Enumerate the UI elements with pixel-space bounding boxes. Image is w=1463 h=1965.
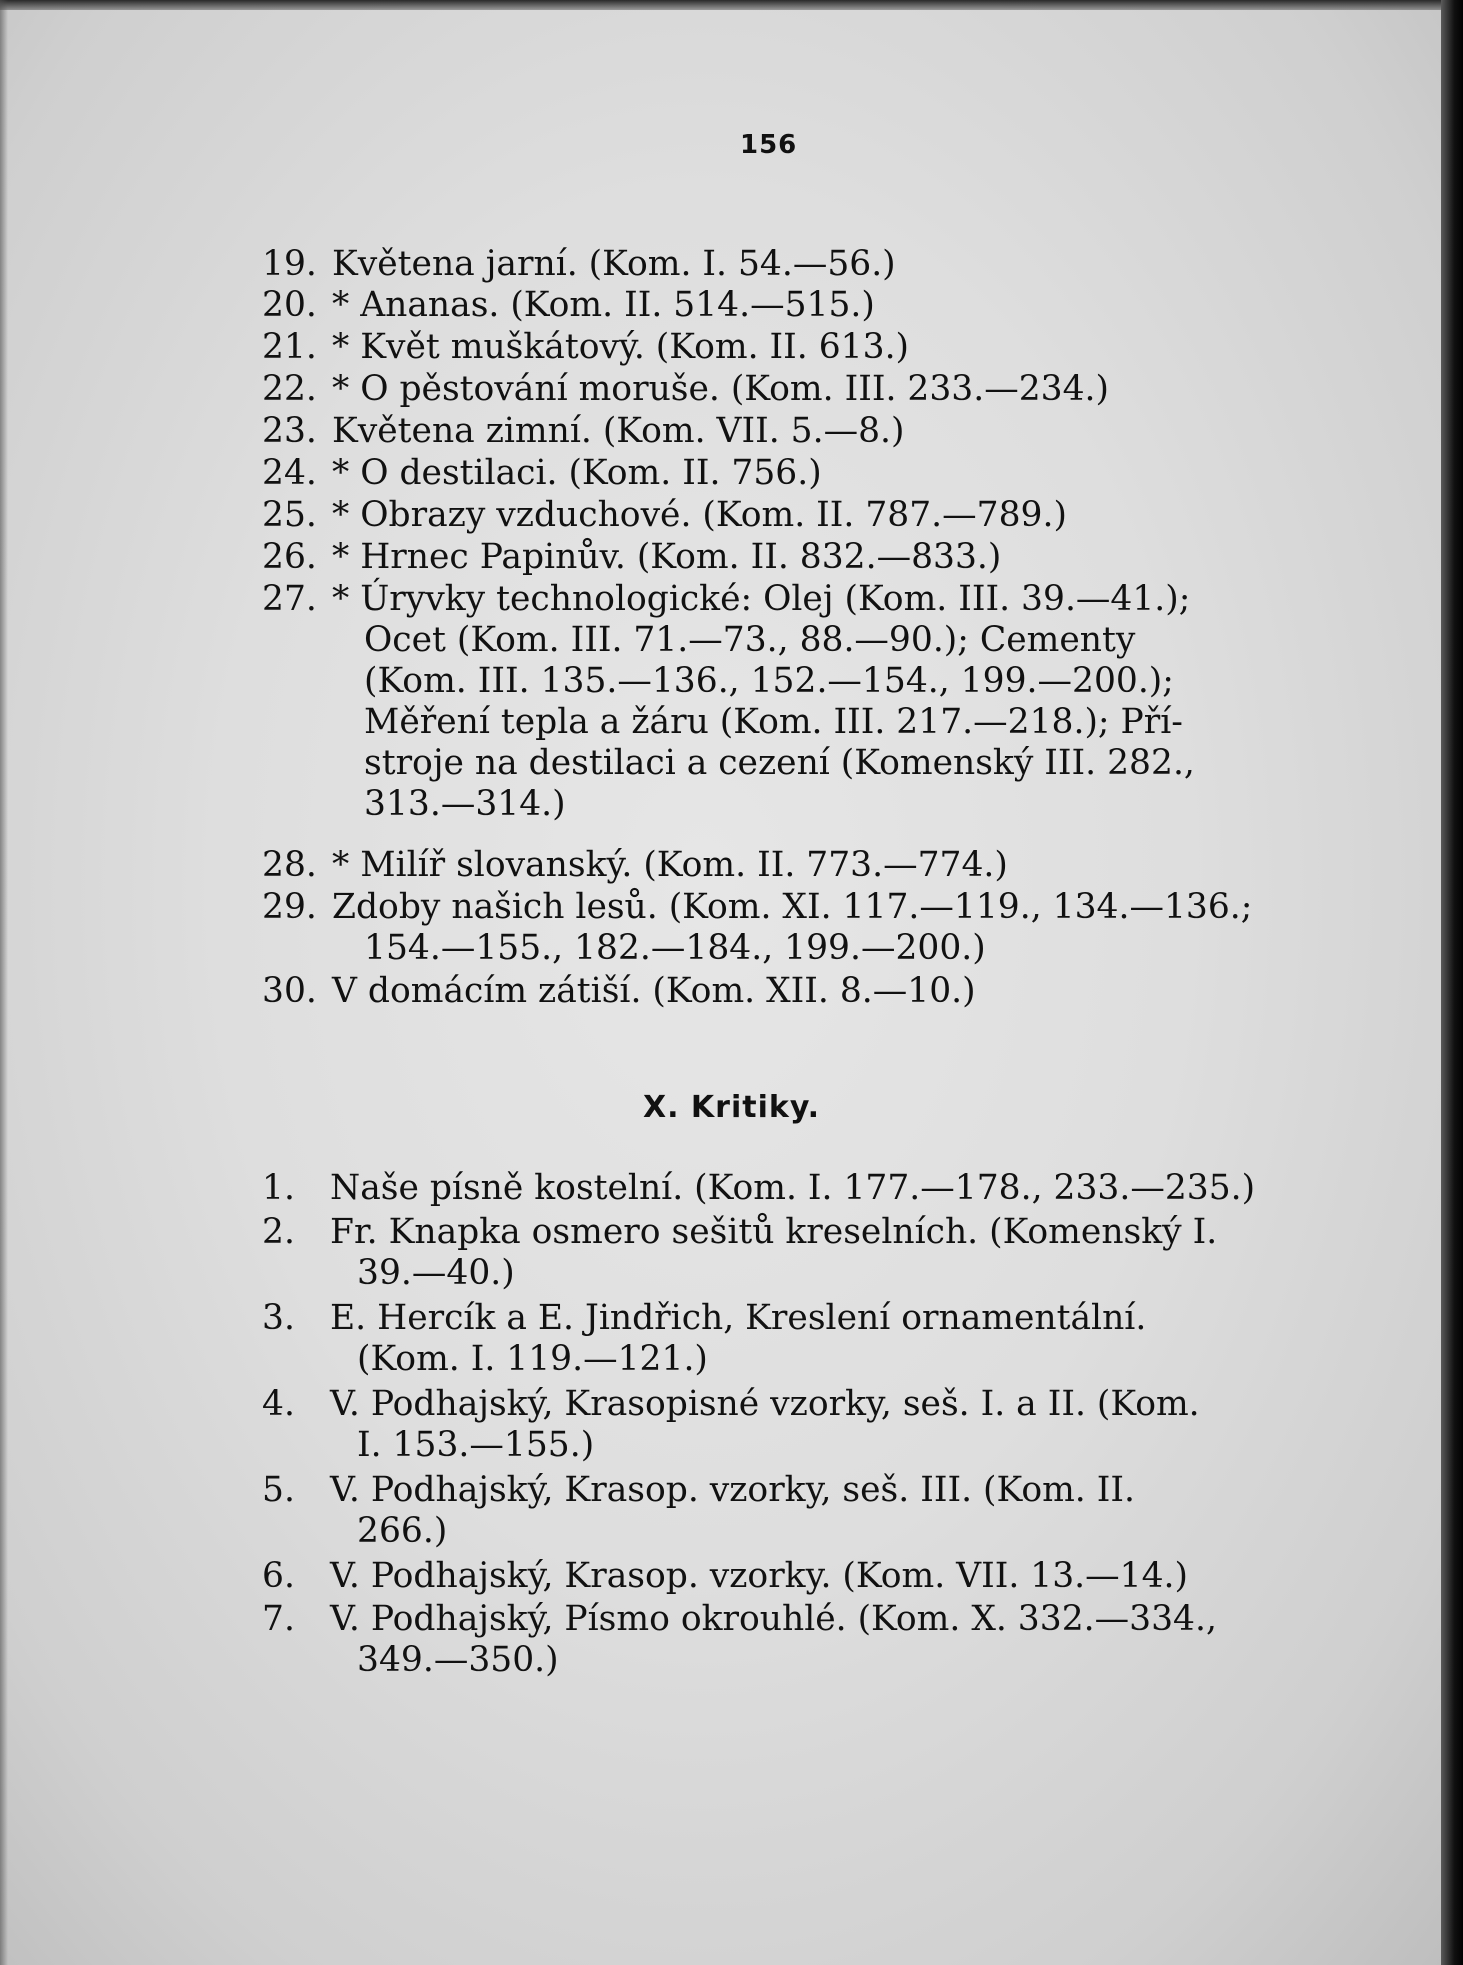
item-text-continuation: Ocet (Kom. III. 71.—73., 88.—90.); Cementy: [364, 620, 1136, 660]
item-number: 3.: [262, 1298, 295, 1338]
item-number: 24.: [262, 453, 317, 493]
section-heading: X. Kritiky.: [642, 1090, 821, 1125]
item-text-continuation: 39.—40.): [357, 1253, 515, 1293]
list-item: [262, 453, 1282, 494]
item-text: * Obrazy vzduchové. (Kom. II. 787.—789.): [332, 495, 1067, 535]
list-item: [262, 1212, 1282, 1294]
list-item: [262, 887, 1282, 969]
item-text-continuation: stroje na destilaci a cezení (Komenský III. 282.,: [364, 743, 1195, 783]
item-number: 1.: [262, 1168, 295, 1208]
item-text-continuation: I. 153.—155.): [357, 1425, 595, 1465]
item-text: E. Hercík a E. Jindřich, Kreslení ornamentální.: [330, 1298, 1147, 1338]
item-text: V. Podhajský, Krasopisné vzorky, seš. I. a II. (Kom.: [330, 1384, 1200, 1424]
item-text: * Květ muškátový. (Kom. II. 613.): [332, 327, 909, 367]
list-item: [262, 845, 1282, 886]
list-item: [262, 1599, 1282, 1681]
list-item: [262, 369, 1282, 410]
list-item: [262, 411, 1282, 452]
list-item: [262, 1556, 1282, 1597]
item-text: * O pěstování moruše. (Kom. III. 233.—234.): [332, 369, 1109, 409]
list-item: [262, 537, 1282, 578]
item-text: * Milíř slovanský. (Kom. II. 773.—774.): [332, 845, 1008, 885]
scan-edge-top: [0, 0, 1463, 10]
item-number: 6.: [262, 1556, 295, 1596]
item-text-continuation: 266.): [357, 1511, 448, 1551]
item-number: 4.: [262, 1384, 295, 1424]
item-number: 21.: [262, 327, 317, 367]
item-text: Květena jarní. (Kom. I. 54.—56.): [332, 244, 896, 284]
item-number: 23.: [262, 411, 317, 451]
item-number: 27.: [262, 579, 317, 619]
item-number: 5.: [262, 1470, 295, 1510]
item-text-continuation: (Kom. I. 119.—121.): [357, 1339, 708, 1379]
item-number: 25.: [262, 495, 317, 535]
item-text: V. Podhajský, Písmo okrouhlé. (Kom. X. 332.—334.,: [330, 1599, 1217, 1639]
item-number: 22.: [262, 369, 317, 409]
list-item: [262, 1298, 1282, 1380]
scan-edge-right: [1441, 0, 1463, 1965]
item-text: * Ananas. (Kom. II. 514.—515.): [332, 285, 875, 325]
item-number: 7.: [262, 1599, 295, 1639]
list-item: [262, 1470, 1282, 1552]
list-item: [262, 971, 1282, 1012]
item-text: Květena zimní. (Kom. VII. 5.—8.): [332, 411, 905, 451]
list-item: [262, 495, 1282, 536]
item-text: * Hrnec Papinův. (Kom. II. 832.—833.): [332, 537, 1002, 577]
item-text-continuation: 154.—155., 182.—184., 199.—200.): [364, 928, 986, 968]
list-item: [262, 285, 1282, 326]
page-number: 156: [740, 130, 798, 160]
item-number: 30.: [262, 971, 317, 1011]
item-text: V domácím zátiší. (Kom. XII. 8.—10.): [332, 971, 976, 1011]
item-text: Zdoby našich lesů. (Kom. XI. 117.—119., 134.—136.;: [332, 887, 1253, 927]
list-item: [262, 244, 1282, 285]
item-number: 20.: [262, 285, 317, 325]
list-item: [262, 327, 1282, 368]
item-text: Fr. Knapka osmero sešitů kreselních. (Komenský I.: [330, 1212, 1218, 1252]
item-text-continuation: Měření tepla a žáru (Kom. III. 217.—218.); Pří-: [364, 702, 1183, 742]
item-number: 28.: [262, 845, 317, 885]
item-number: 29.: [262, 887, 317, 927]
item-text-continuation: 313.—314.): [364, 784, 566, 824]
scan-edge-left: [0, 0, 8, 1965]
item-number: 19.: [262, 244, 317, 284]
list-item: [262, 1168, 1282, 1209]
list-item: [262, 1384, 1282, 1466]
item-text: V. Podhajský, Krasop. vzorky, seš. III. (Kom. II.: [330, 1470, 1135, 1510]
item-text: V. Podhajský, Krasop. vzorky. (Kom. VII. 13.—14.): [330, 1556, 1188, 1596]
list-item: [262, 579, 1282, 825]
item-text: * Úryvky technologické: Olej (Kom. III. 39.—41.);: [332, 579, 1191, 619]
item-text: * O destilaci. (Kom. II. 756.): [332, 453, 822, 493]
item-number: 2.: [262, 1212, 295, 1252]
item-text-continuation: 349.—350.): [357, 1640, 559, 1680]
item-text: Naše písně kostelní. (Kom. I. 177.—178., 233.—235.): [330, 1168, 1256, 1208]
item-number: 26.: [262, 537, 317, 577]
item-text-continuation: (Kom. III. 135.—136., 152.—154., 199.—200.);: [364, 661, 1174, 701]
